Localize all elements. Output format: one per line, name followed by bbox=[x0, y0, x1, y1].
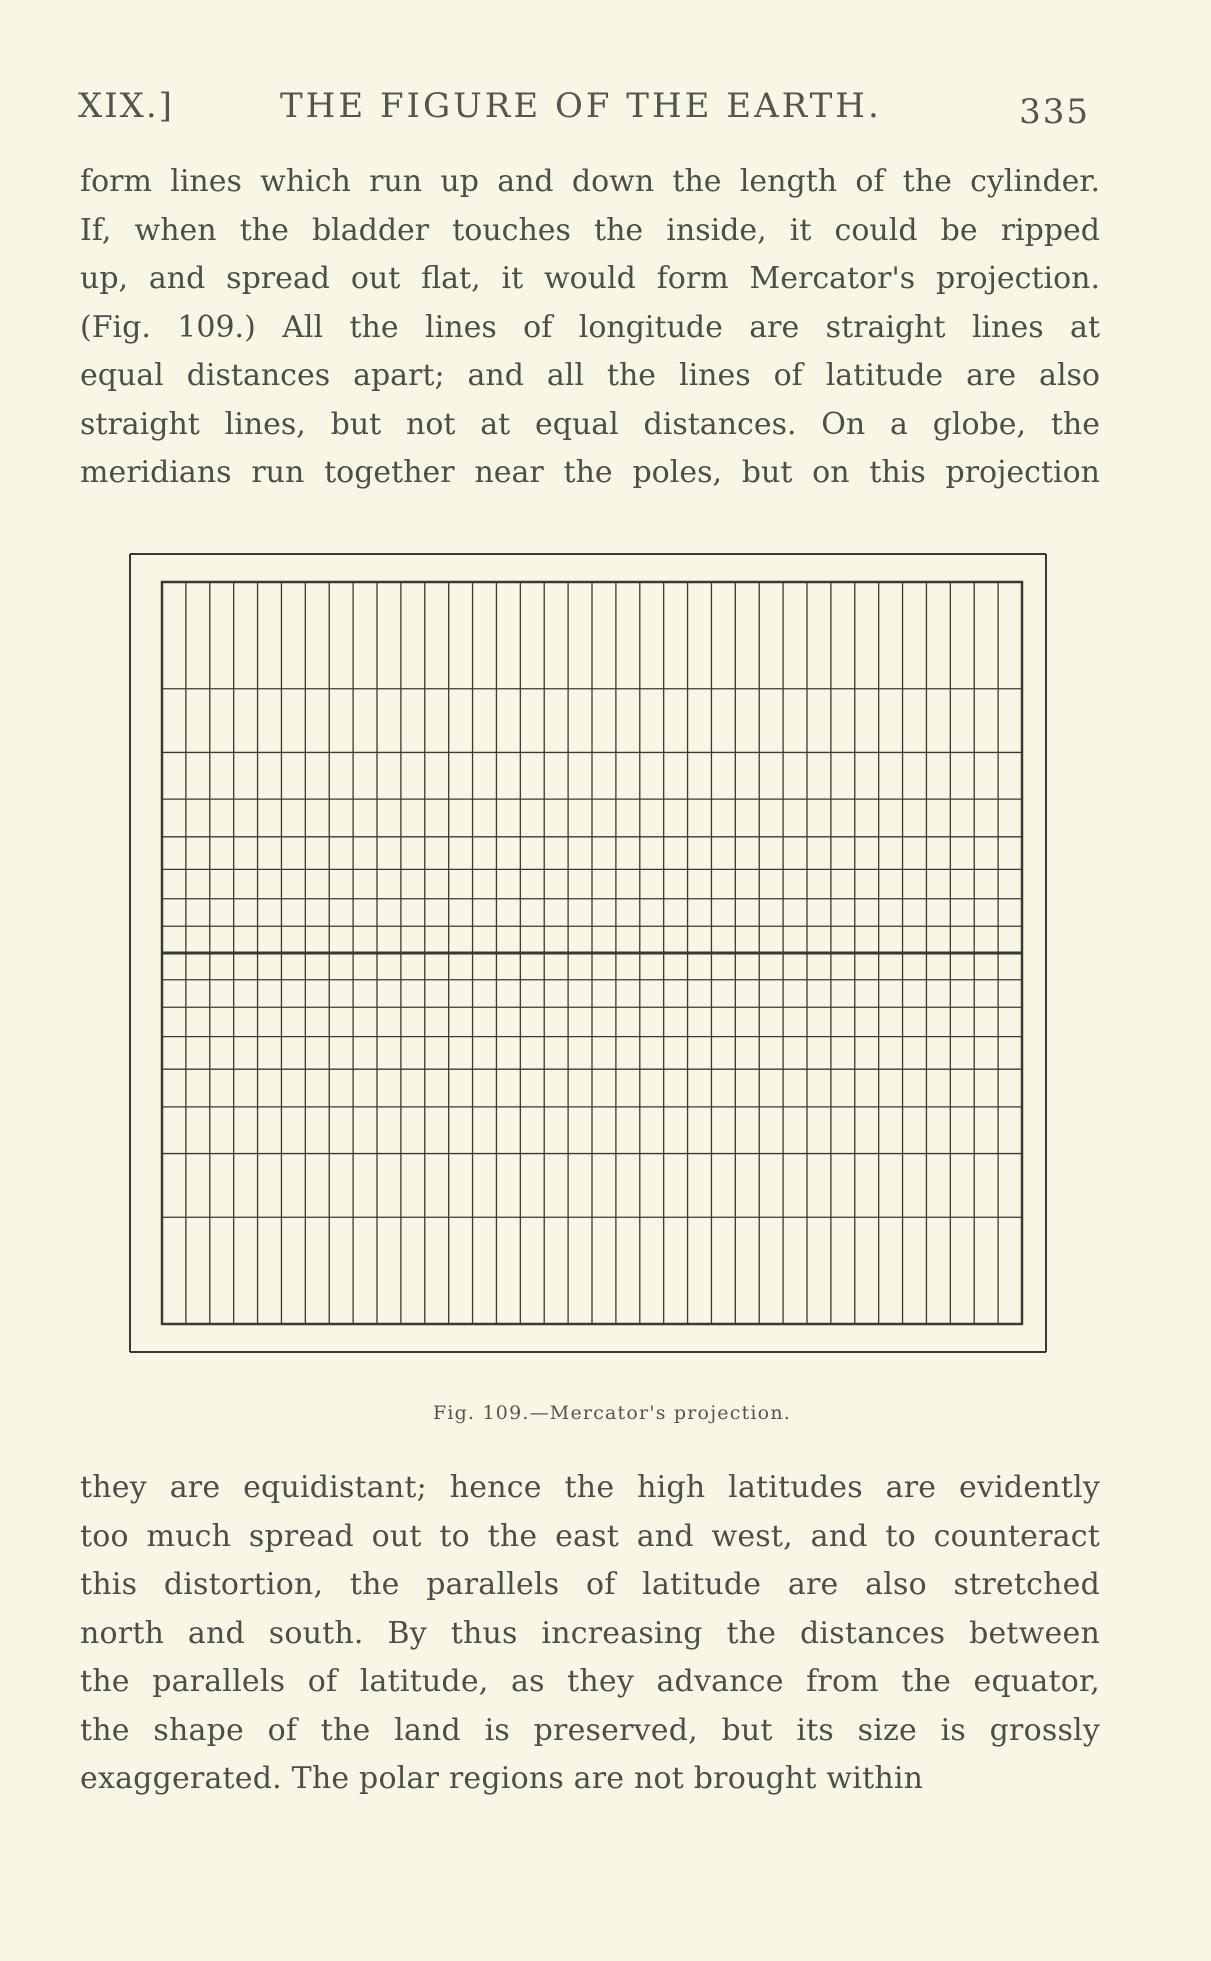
text-line: the shape of the land is preserved, but its size is grossly bbox=[80, 1712, 1100, 1748]
text-line: exaggerated. The polar regions are not brought within bbox=[80, 1761, 924, 1796]
paragraph-bottom bbox=[80, 1464, 1100, 1804]
running-header bbox=[70, 86, 1100, 136]
mercator-projection-figure bbox=[126, 550, 1056, 1360]
text-line: equal distances apart; and all the lines of latitude are also bbox=[80, 358, 1100, 393]
text-line: north and south. By thus increasing the distances between bbox=[80, 1615, 1100, 1651]
text-line: straight lines, but not at equal distances. On a globe, the bbox=[80, 406, 1100, 442]
text-line: form lines which run up and down the length of the cylinder. bbox=[80, 164, 1100, 199]
text-line: this distortion, the parallels of latitude are also stretched bbox=[80, 1567, 1100, 1602]
running-title: THE FIGURE OF THE EARTH. bbox=[280, 86, 882, 126]
text-line: they are equidistant; hence the high latitudes are evidently bbox=[80, 1470, 1100, 1505]
text-line: too much spread out to the east and west, and to counteract bbox=[80, 1518, 1100, 1554]
text-line: the parallels of latitude, as they advance from the equator, bbox=[80, 1664, 1100, 1699]
text-line: If, when the bladder touches the inside, it could be ripped bbox=[80, 212, 1100, 248]
text-line: meridians run together near the poles, but on this projection bbox=[80, 455, 1100, 490]
text-line: (Fig. 109.) All the lines of longitude are straight lines at bbox=[80, 309, 1100, 345]
figure-caption: Fig. 109.—Mercator's projection. bbox=[432, 1402, 791, 1424]
paragraph-top bbox=[80, 158, 1100, 498]
section-number: XIX.] bbox=[78, 86, 174, 126]
text-line: up, and spread out flat, it would form Mercator's projection. bbox=[80, 261, 1100, 296]
mercator-grid bbox=[126, 550, 1056, 1360]
page-number: 335 bbox=[1019, 92, 1090, 132]
